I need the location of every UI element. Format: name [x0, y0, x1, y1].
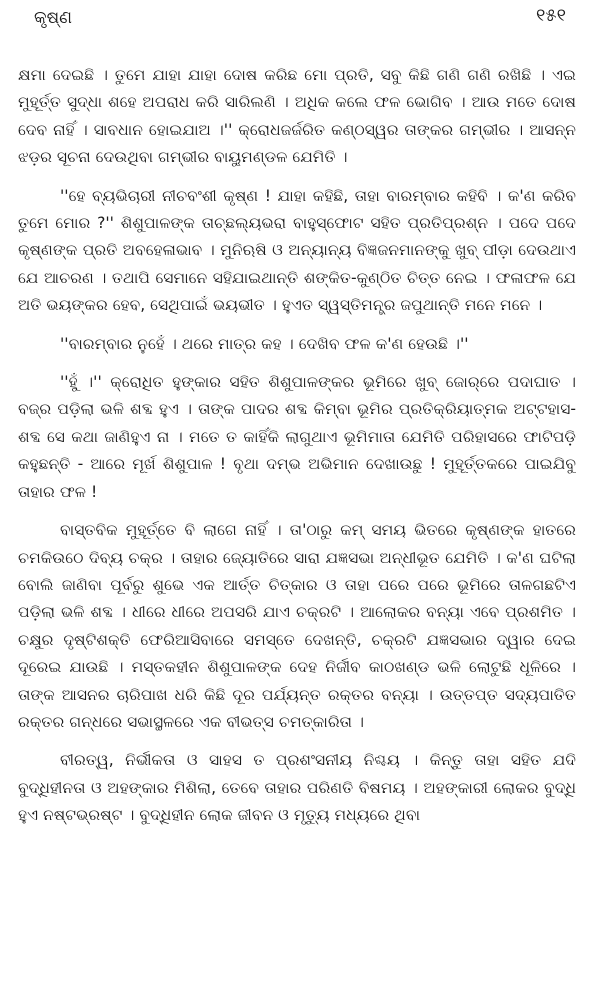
paragraph: କ୍ଷମା ଦେଇଛି । ତୁମେ ଯାହା ଯାହା ଦୋଷ କରିଛ ମୋ ପ୍ରତି, ସବୁ କିଛି ଗଣି ଗଣି ରଖିଛି । ଏଇ ମୁହୂର୍ତ୍ତ ସୁଦ୍ଧା ଶହେ ଅପରାଧ କରି ସାରିଲଣି । ଅଧିକ କଲେ ଫଳ ଭୋଗିବ । ଆଉ ମତେ ଦୋଷ ଦେବ ନାହିଁ । ସାବଧାନ ହୋଇଯାଅ ।'' କ୍ରୋଧଜର୍ଜରିତ କଣ୍ଠସ୍ୱର ତାଙ୍କର ଗମ୍ଭୀର । ଆସନ୍ନ ଝଡ଼ର ସୂଚନା ଦେଉଥିବା ଗମ୍ଭୀର ବାୟୁମଣ୍ଡଳ ଯେମିତି । [18, 66, 576, 167]
paragraph: ବାସ୍ତବିକ ମୁହୂର୍ତ୍ତେ ବି ଲାଗେ ନାହିଁ । ତା'ଠାରୁ କମ୍ ସମୟ ଭିତରେ କୃଷ୍ଣଙ୍କ ହାତରେ ଚମକିଉଠେ ଦିବ୍ୟ ଚକ୍ର । ତାହାର ଜ୍ୟୋତିରେ ସାରା ଯଜ୍ଞସଭା ଅନ୍ଧୀଭୂତ ଯେମିତି । କ'ଣ ଘଟିଲା ବୋଲି ଜାଣିବା ପୂର୍ବରୁ ଶୁଭେ ଏକ ଆର୍ତ୍ତ ଚିତ୍କାର ଓ ତାହା ପରେ ପରେ ଭୂମିରେ ତାଳଗଛଟିଏ ପଡ଼ିଲା ଭଳି ଶବ୍ଦ । ଧୀରେ ଧୀରେ ଅପସରି ଯାଏ ଚକ୍ରଟି । ଆଲୋକର ବନ୍ୟା ଏବେ ପ୍ରଶମିତ । ଚକ୍ଷୁର ଦୃଷ୍ଟିଶକ୍ତି ଫେରିଆସିବାରେ ସମସ୍ତେ ଦେଖନ୍ତି, ଚକ୍ରଟି ଯଜ୍ଞସଭାର ଦ୍ୱାର ଦେଇ ଦୂରେଇ ଯାଉଛି । ମସ୍ତକହୀନ ଶିଶୁପାଳଙ୍କ ଦେହ ନିର୍ଜୀବ କାଠଖଣ୍ଡ ଭଳି ଲୋଟୁଛି ଧୂଳିରେ । ତାଙ୍କ ଆସନର ଚାରିପାଖ ଧରି କିଛି ଦୂର ପର୍ଯ୍ୟନ୍ତ ରକ୍ତର ବନ୍ୟା । ଉତ୍ତପ୍ତ ସଦ୍ୟପାତିତ ରକ୍ତର ଗନ୍ଧରେ ସଭାସ୍ଥଳରେ ଏକ ବୀଭତ୍ସ ଚମତ୍କାରିତା । [18, 521, 576, 731]
paragraph: ''ହେ ବ୍ୟଭିଚାରୀ ନୀଚବଂଶୀ କୃଷ୍ଣ ! ଯାହା କହିଛି, ତାହା ବାରମ୍ବାର କହିବି । କ'ଣ କରିବ ତୁମେ ମୋର ?'' ଶିଶୁପାଳଙ୍କ ତାଚ୍ଛଲ୍ୟଭରା ବାହୁସ୍ଫୋଟ ସହିତ ପ୍ରତିପ୍ରଶ୍ନ । ପଦେ ପଦେ କୃଷ୍ଣଙ୍କ ପ୍ରତି ଅବହେଳାଭାବ । ମୁନିଋଷି ଓ ଅନ୍ୟାନ୍ୟ ବିଜ୍ଞଜନମାନଙ୍କୁ ଖୁବ୍ ପୀଡ଼ା ଦେଉଥାଏ ଯେ ଆଚରଣ । ତଥାପି ସେମାନେ ସହିଯାଇଥାନ୍ତି ଶଙ୍କିତ-କୁଣ୍ଠିତ ଚିତ୍ତ ନେଇ । ଫଳାଫଳ ଯେ ଅତି ଭୟଙ୍କର ହେବ, ସେଥିପାଇଁ ଭୟଭୀତ । ହୁଏତ ସ୍ୱସ୍ତିମନ୍ତ୍ର ଜପୁଥାନ୍ତି ମନେ ମନେ । [18, 186, 576, 315]
page-number: ୧୫୧ [536, 5, 566, 26]
running-header [18, 0, 576, 44]
running-title: କୃଷ୍ଣ [34, 8, 72, 28]
paragraph: ''ହୁଁ ।'' କ୍ରୋଧିତ ହୁଙ୍କାର ସହିତ ଶିଶୁପାଳଙ୍କର ଭୂମିରେ ଖୁବ୍ ଜୋର୍‌ରେ ପଦାଘାତ । ବଜ୍ର ପଡ଼ିଲା ଭଳି ଶବ୍ଦ ହୁଏ । ତାଙ୍କ ପାଦର ଶବ୍ଦ କିମ୍ବା ଭୂମିର ପ୍ରତିକ୍ରିୟାତ୍ମକ ଅଟ୍ଟହାସ-ଶବ୍ଦ ସେ କଥା ଜାଣିହୁଏ ନା । ମତେ ତ କାହିଁକି ଲାଗୁଥାଏ ଭୂମିମାତା ଯେମିତି ପରିହାସରେ ଫାଟିପଡ଼ି କହୁଛନ୍ତି - ଆରେ ମୂର୍ଖ ଶିଶୁପାଳ ! ବୃଥା ଦମ୍ଭ ଅଭିମାନ ଦେଖାଉଛୁ ! ମୁହୂର୍ତ୍ତକରେ ପାଇଯିବୁ ତାହାର ଫଳ ! [18, 373, 576, 501]
paragraph: ବୀରତ୍ୱ, ନିର୍ଭୀକତା ଓ ସାହସ ତ ପ୍ରଶଂସନୀୟ ନିଶ୍ଚୟ । କିନ୍ତୁ ତାହା ସହିତ ଯଦି ବୁଦ୍ଧିହୀନତା ଓ ଅହଙ୍କାର ମିଶିଲା, ତେବେ ତାହାର ପରିଣତି ବିଷମୟ । ଅହଙ୍କାରୀ ଲୋକର ବୁଦ୍ଧି ହୁଏ ନଷ୍ଟଭ୍ରଷ୍ଟ । ବୁଦ୍ଧିହୀନ ଲୋକ ଜୀବନ ଓ ମୃତ୍ୟୁ ମଧ୍ୟରେ ଥିବା [18, 751, 576, 825]
body-text [18, 62, 576, 830]
paragraph: ''ବାରମ୍ବାର ନୁହେଁ । ଥରେ ମାତ୍ର କହ । ଦେଖିବ ଫଳ କ'ଣ ହେଉଛି ।'' [60, 334, 469, 353]
